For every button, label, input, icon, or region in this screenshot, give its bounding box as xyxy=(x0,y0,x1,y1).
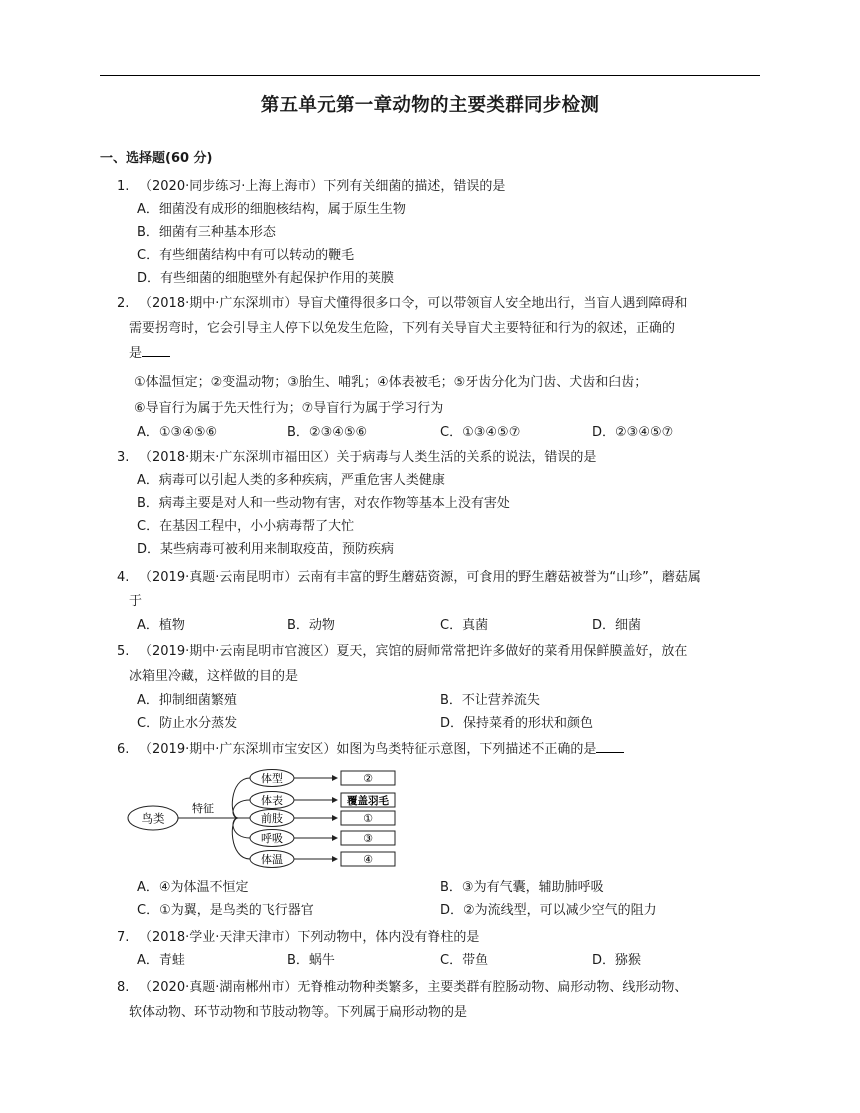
page-title: 第五单元第一章动物的主要类群同步检测 xyxy=(260,95,600,116)
stem-line: 是 xyxy=(129,346,143,361)
question-7 xyxy=(117,925,765,950)
stem-line: 于 xyxy=(129,594,143,609)
result-box xyxy=(341,811,395,825)
question-2 xyxy=(117,291,765,316)
section-heading: 一、选择题(60 分) xyxy=(100,151,213,166)
option-a[interactable]: A．病毒可以引起人类的多种疾病，严重危害人类健康 xyxy=(137,473,445,488)
result-label: ③ xyxy=(363,832,373,845)
option-a[interactable]: A．④为体温不恒定 xyxy=(137,880,249,895)
feature-node xyxy=(250,792,294,809)
question-3 xyxy=(117,445,765,470)
result-label: ① xyxy=(363,812,373,825)
question-6 xyxy=(117,737,765,762)
feature-node xyxy=(250,770,294,787)
result-label: ④ xyxy=(363,853,373,866)
result-box xyxy=(341,793,395,807)
option-a[interactable]: A．抑制细菌繁殖 xyxy=(137,693,237,708)
brace-bottom xyxy=(232,818,250,859)
option-d[interactable]: D．猕猴 xyxy=(592,953,642,968)
brace-lower xyxy=(233,818,250,838)
statement-line-1: ①体温恒定；②变温动物；③胎生、哺乳；④体表被毛；⑤牙齿分化为门齿、犬齿和臼齿； xyxy=(134,375,648,390)
option-c[interactable]: C．①为翼，是鸟类的飞行器官 xyxy=(137,903,314,918)
option-a[interactable]: A．青蛙 xyxy=(137,953,185,968)
option-b[interactable]: B．病毒主要是对人和一些动物有害，对农作物等基本上没有害处 xyxy=(137,496,510,511)
brace-upper xyxy=(233,800,250,818)
feature-node xyxy=(250,830,294,847)
option-a[interactable]: A．细菌没有成形的细胞核结构，属于原生生物 xyxy=(137,202,406,217)
question-1 xyxy=(117,174,765,199)
question-number: 2. xyxy=(117,296,130,311)
option-c[interactable]: C．防止水分蒸发 xyxy=(137,716,238,731)
option-b[interactable]: B．细菌有三种基本形态 xyxy=(137,225,276,240)
question-8 xyxy=(117,975,765,1000)
stem-line: （2019·期中·广东深圳市宝安区）如图为鸟类特征示意图，下列描述不正确的是 xyxy=(139,742,597,757)
question-4-cont xyxy=(129,589,777,614)
question-stem: （2020·同步练习·上海上海市）下列有关细菌的描述，错误的是 xyxy=(139,179,506,194)
question-number: 8. xyxy=(117,980,130,995)
result-box xyxy=(341,852,395,866)
question-number: 6. xyxy=(117,742,130,757)
feature-node xyxy=(250,810,294,827)
question-stem: （2019·期中·云南昆明市官渡区）夏天，宾馆的厨师常常把许多做好的菜肴用保鲜膜盖好，放在 xyxy=(139,644,688,659)
question-number: 7. xyxy=(117,930,130,945)
option-d[interactable]: D．有些细菌的细胞壁外有起保护作用的荚膜 xyxy=(137,271,395,286)
header-rule xyxy=(100,75,760,76)
option-d[interactable]: D．保持菜肴的形状和颜色 xyxy=(440,716,594,731)
question-stem: （2020·真题·湖南郴州市）无脊椎动物种类繁多，主要类群有腔肠动物、扁形动物、线形动物、 xyxy=(139,980,688,995)
edge-label: 特征 xyxy=(192,802,214,815)
question-number: 4. xyxy=(117,570,130,585)
option-d[interactable]: D．②③④⑤⑦ xyxy=(592,425,674,440)
bird-feature-diagram xyxy=(122,768,412,868)
question-number: 1. xyxy=(117,179,130,194)
question-5-cont xyxy=(129,664,777,689)
option-c[interactable]: C．在基因工程中，小小病毒帮了大忙 xyxy=(137,519,355,534)
option-a[interactable]: A．植物 xyxy=(137,618,185,633)
question-8-cont xyxy=(129,1000,777,1025)
option-b[interactable]: B．②③④⑤⑥ xyxy=(287,425,368,440)
stem-line: （2018·期中·广东深圳市）导盲犬懂得很多口令，可以带领盲人安全地出行，当盲人遇到障碍和 xyxy=(139,296,688,311)
feature-node xyxy=(250,851,294,868)
feature-label: 前肢 xyxy=(261,812,283,825)
question-number: 3. xyxy=(117,450,130,465)
stem-line: 冰箱里冷藏，这样做的目的是 xyxy=(129,669,299,684)
option-c[interactable]: C．真菌 xyxy=(440,618,489,633)
question-number: 5. xyxy=(117,644,130,659)
feature-label: 体型 xyxy=(261,772,283,785)
option-c[interactable]: C．带鱼 xyxy=(440,953,489,968)
option-b[interactable]: B．动物 xyxy=(287,618,335,633)
option-a[interactable]: A．①③④⑤⑥ xyxy=(137,425,218,440)
question-stem xyxy=(139,737,765,762)
option-b[interactable]: B．蜗牛 xyxy=(287,953,335,968)
question-5 xyxy=(117,639,765,664)
feature-label: 体表 xyxy=(261,794,283,807)
option-d[interactable]: D．细菌 xyxy=(592,618,642,633)
result-label: 覆盖羽毛 xyxy=(347,795,389,807)
answer-blank[interactable] xyxy=(596,740,624,753)
feature-label: 呼吸 xyxy=(261,832,283,845)
result-box xyxy=(341,831,395,845)
statement-line-2: ⑥导盲行为属于先天性行为；⑦导盲行为属于学习行为 xyxy=(134,401,444,416)
option-c[interactable]: C．①③④⑤⑦ xyxy=(440,425,521,440)
question-2-cont xyxy=(129,316,777,341)
question-stem xyxy=(139,291,765,316)
option-d[interactable]: D．某些病毒可被利用来制取疫苗，预防疾病 xyxy=(137,542,395,557)
root-label: 鸟类 xyxy=(141,811,165,826)
brace-top xyxy=(232,778,250,818)
question-2-cont2 xyxy=(129,341,777,366)
answer-blank[interactable] xyxy=(142,344,170,357)
result-label: ② xyxy=(363,772,373,785)
option-d[interactable]: D．②为流线型，可以减少空气的阻力 xyxy=(440,903,657,918)
question-stem: （2018·期末·广东深圳市福田区）关于病毒与人类生活的关系的说法，错误的是 xyxy=(139,450,597,465)
question-stem: （2019·真题·云南昆明市）云南有丰富的野生蘑菇资源，可食用的野生蘑菇被誉为“山珍”，蘑菇属 xyxy=(139,570,701,585)
result-box xyxy=(341,771,395,785)
question-stem: （2018·学业·天津天津市）下列动物中，体内没有脊柱的是 xyxy=(139,930,480,945)
option-c[interactable]: C．有些细菌结构中有可以转动的鞭毛 xyxy=(137,248,355,263)
feature-label: 体温 xyxy=(261,853,283,866)
stem-line: 软体动物、环节动物和节肢动物等。下列属于扁形动物的是 xyxy=(129,1005,468,1020)
option-b[interactable]: B．③为有气囊，辅助肺呼吸 xyxy=(440,880,604,895)
option-b[interactable]: B．不让营养流失 xyxy=(440,693,540,708)
stem-line: 需要拐弯时，它会引导主人停下以免发生危险，下列有关导盲犬主要特征和行为的叙述，正确的 xyxy=(129,321,676,336)
question-4 xyxy=(117,565,765,590)
